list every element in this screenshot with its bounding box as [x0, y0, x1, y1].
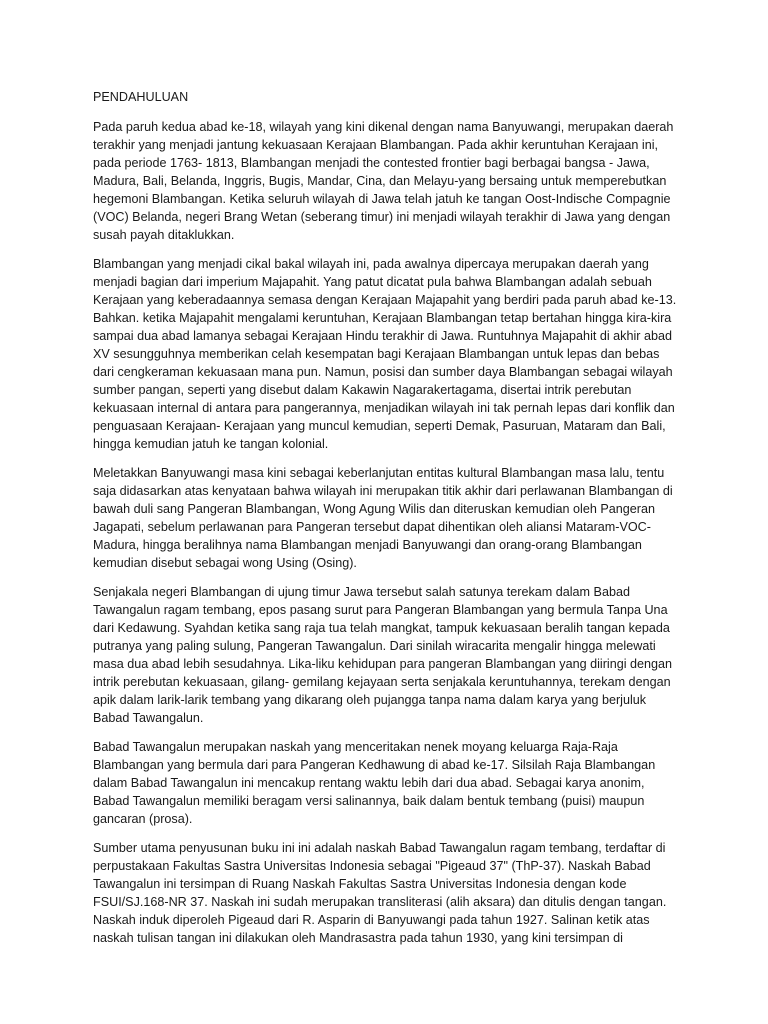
paragraph-6: Sumber utama penyusunan buku ini ini adalah naskah Babad Tawangalun ragam tembang, terdaftar di perpustakaan Fakultas Sastra Universitas Indonesia sebagai "Pigeaud 37" (ThP-37). Naskah Babad Tawangalun ini tersimpan di Ruang Naskah Fakultas Sastra Universitas Indonesia dengan kode FSUI/SJ.168-NR 37. Naskah ini sudah merupakan transliterasi (alih aksara) dan ditulis dengan tangan. Naskah induk diperoleh Pigeaud dari R. Asparin di Banyuwangi pada tahun 1927. Salinan ketik atas naskah tulisan tangan ini dilakukan oleh Mandrasastra pada tahun 1930, yang kini tersimpan di — [93, 841, 667, 945]
paragraph-4: Senjakala negeri Blambangan di ujung timur Jawa tersebut salah satunya terekam dalam Babad Tawangalun ragam tembang, epos pasang surut para Pangeran Blambangan yang bermula Tanpa Una dari Kedawung. Syahdan ketika sang raja tua telah mangkat, tampuk kekuasaan beralih tangan kepada putranya yang paling sulung, Pangeran Tawangalun. Dari sinilah wiracarita mengalir hingga melewati masa dua abad lebih sesudahnya. Lika-liku kehidupan para pangeran Blambangan yang diiringi dengan intrik perebutan kekuasaan, gilang- gemilang kejayaan serta senjakala keruntuhannya, terekam dengan apik dalam larik-larik tembang yang dikarang oleh pujangga tanpa nama dalam karya yang berjuluk Babad Tawangalun. — [93, 585, 673, 725]
document-page — [93, 88, 681, 958]
paragraph-5: Babad Tawangalun merupakan naskah yang menceritakan nenek moyang keluarga Raja-Raja Blambangan yang bermula dari para Pangeran Kedhawung di abad ke-17. Silsilah Raja Blambangan dalam Babad Tawangalun ini mencakup rentang waktu lebih dari dua abad. Sebagai karya anonim, Babad Tawangalun memiliki beragam versi salinannya, baik dalam bentuk tembang (puisi) maupun gancaran (prosa). — [93, 740, 656, 826]
paragraph-2: Blambangan yang menjadi cikal bakal wilayah ini, pada awalnya dipercaya merupakan daerah yang menjadi bagian dari imperium Majapahit. Yang patut dicatat pula bahwa Blambangan adalah sebuah Kerajaan yang keberadaannya semasa dengan Kerajaan Majapahit yang berdiri pada paruh abad ke-13. Bahkan. ketika Majapahit mengalami keruntuhan, Kerajaan Blambangan tetap bertahan hingga kira-kira sampai dua abad lamanya sebagai Kerajaan Hindu terakhir di Jawa. Runtuhnya Majapahit di akhir abad XV sesungguhnya memberikan celah kesempatan bagi Kerajaan Blambangan untuk lepas dan bebas dari cengkeraman kekuasaan mana pun. Namun, posisi dan sumber daya Blambangan sebagai wilayah sumber pangan, seperti yang disebut dalam Kakawin Nagarakertagama, disertai intrik perebutan kekuasaan internal di antara para pangerannya, menjadikan wilayah ini tak pernah lepas dari konflik dan penguasaan Kerajaan- Kerajaan yang muncul kemudian, seperti Demak, Pasuruan, Mataram dan Bali, hingga kemudian jatuh ke tangan kolonial. — [93, 257, 677, 451]
paragraph-1: Pada paruh kedua abad ke-18, wilayah yang kini dikenal dengan nama Banyuwangi, merupakan daerah terakhir yang menjadi jantung kekuasaan Kerajaan Blambangan. Pada akhir keruntuhan Kerajaan ini, pada periode 1763- 1813, Blambangan menjadi the contested frontier bagi berbagai bangsa - Jawa, Madura, Bali, Belanda, Inggris, Bugis, Mandar, Cina, dan Melayu-yang bersaing untuk memperebutkan hegemoni Blambangan. Ketika seluruh wilayah di Jawa telah jatuh ke tangan Oost-Indische Compagnie (VOC) Belanda, negeri Brang Wetan (seberang timur) ini menjadi wilayah terakhir di Jawa yang dengan susah payah ditaklukkan. — [93, 120, 674, 242]
section-heading: PENDAHULUAN — [93, 90, 189, 104]
paragraph-3: Meletakkan Banyuwangi masa kini sebagai keberlanjutan entitas kultural Blambangan masa lalu, tentu saja didasarkan atas kenyataan bahwa wilayah ini merupakan titik akhir dari perlawanan Blambangan di bawah duli sang Pangeran Blambangan, Wong Agung Wilis dan diteruskan kemudian oleh Pangeran Jagapati, sebelum perlawanan para Pangeran tersebut dapat dihentikan oleh aliansi Mataram-VOC-Madura, hingga beralihnya nama Blambangan menjadi Banyuwangi dan orang-orang Blambangan kemudian disebut sebagai wong Using (Osing). — [93, 466, 673, 570]
